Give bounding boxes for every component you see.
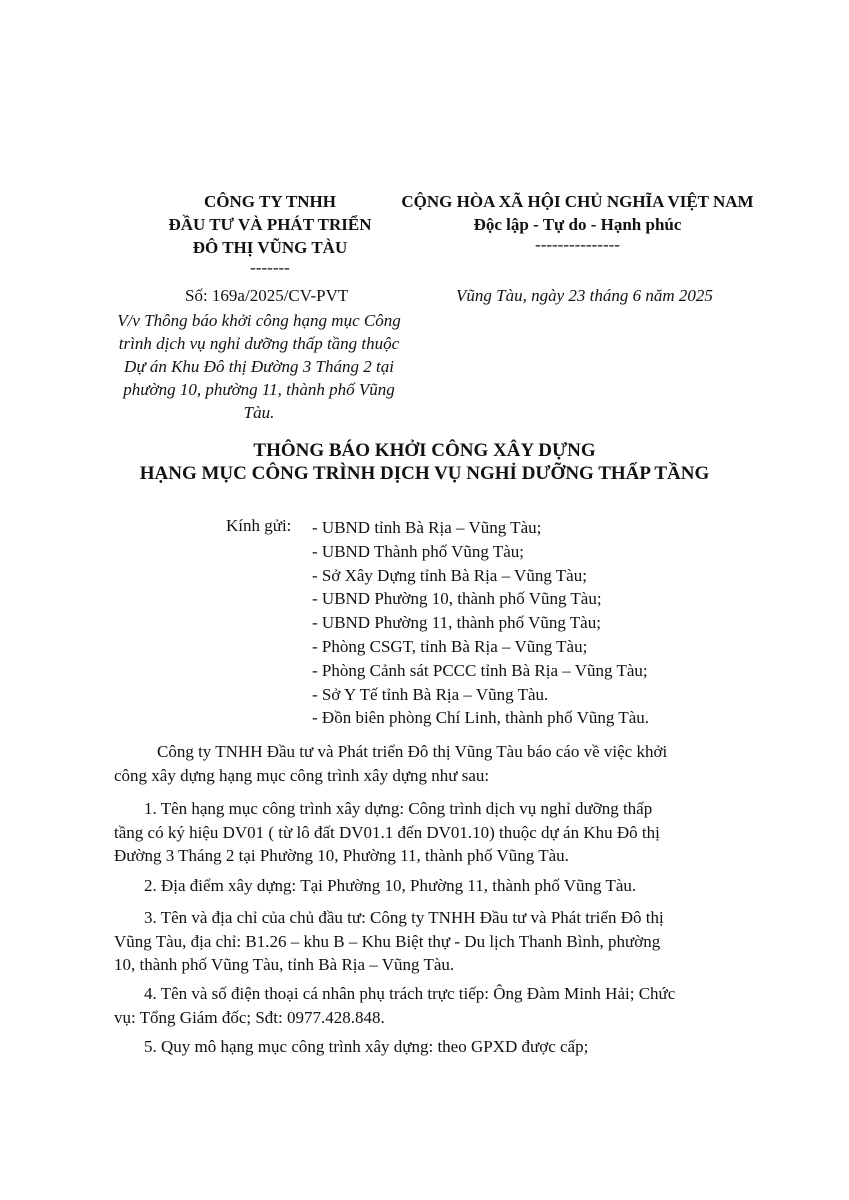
- motto-divider: ---------------: [535, 235, 620, 254]
- recipient-item: - UBND Thành phố Vũng Tàu;: [312, 541, 525, 561]
- org-name-line1: CÔNG TY TNHH: [204, 192, 336, 211]
- recipient-item: - UBND tỉnh Bà Rịa – Vũng Tàu;: [312, 518, 542, 537]
- document-subject: V/v Thông báo khởi công hạng mục Công trình dịch vụ nghỉ dưỡng thấp tầng thuộc Dự án Khu Đô thị Đường 3 Tháng 2 tại phường 10, phường 11, thành phố Vũng Tàu.: [117, 311, 401, 422]
- recipient-item: - UBND Phường 10, thành phố Vũng Tàu;: [312, 589, 602, 609]
- national-motto: Độc lập - Tự do - Hạnh phúc: [473, 215, 682, 234]
- org-name-line2: ĐẦU TƯ VÀ PHÁT TRIỂN: [168, 215, 372, 234]
- recipient-item: - Phòng Cảnh sát PCCC tỉnh Bà Rịa – Vũng Tàu;: [312, 660, 648, 680]
- item-4-paragraph: [114, 982, 754, 1029]
- item-1-paragraph: [114, 797, 754, 868]
- paragraph-line: 5. Quy mô hạng mục công trình xây dựng: theo GPXD được cấp;: [144, 1037, 589, 1056]
- intro-paragraph: [114, 740, 754, 787]
- paragraph-line: Công ty TNHH Đầu tư và Phát triển Đô thị Vũng Tàu báo cáo về việc khởi: [157, 742, 668, 761]
- paragraph-line: 10, thành phố Vũng Tàu, tỉnh Bà Rịa – Vũng Tàu.: [114, 955, 455, 974]
- document-title-line1: THÔNG BÁO KHỞI CÔNG XÂY DỰNG: [253, 440, 596, 461]
- recipient-item: - Sở Xây Dựng tỉnh Bà Rịa – Vũng Tàu;: [312, 565, 587, 585]
- paragraph-line: 4. Tên và số điện thoại cá nhân phụ trách trực tiếp: Ông Đàm Minh Hải; Chức: [144, 984, 676, 1003]
- place-and-date: Vũng Tàu, ngày 23 tháng 6 năm 2025: [456, 286, 713, 305]
- paragraph-line: Đường 3 Tháng 2 tại Phường 10, Phường 11, thành phố Vũng Tàu.: [114, 846, 569, 865]
- recipients-list: [312, 516, 649, 730]
- recipient-item: - Phòng CSGT, tỉnh Bà Rịa – Vũng Tàu;: [312, 636, 588, 656]
- paragraph-line: 1. Tên hạng mục công trình xây dựng: Công trình dịch vụ nghỉ dưỡng thấp: [144, 799, 653, 818]
- org-divider: -------: [250, 258, 290, 277]
- paragraph-line: 3. Tên và địa chỉ của chủ đầu tư: Công ty TNHH Đầu tư và Phát triển Đô thị: [144, 908, 664, 927]
- item-3-paragraph: [114, 906, 754, 977]
- national-header: [395, 190, 760, 254]
- item-5-paragraph: [114, 1035, 754, 1059]
- recipients-label: Kính gửi:: [226, 516, 292, 535]
- organization-header: [140, 190, 400, 277]
- item-2-paragraph: [114, 874, 754, 898]
- paragraph-line: 2. Địa điểm xây dựng: Tại Phường 10, Phường 11, thành phố Vũng Tàu.: [144, 876, 637, 895]
- document-number: Số: 169a/2025/CV-PVT: [185, 286, 349, 305]
- recipient-item: - Sở Y Tế tỉnh Bà Rịa – Vũng Tàu.: [312, 684, 549, 704]
- paragraph-line: công xây dựng hạng mục công trình xây dựng như sau:: [114, 765, 490, 785]
- paragraph-line: vụ: Tổng Giám đốc; Sđt: 0977.428.848.: [114, 1007, 385, 1027]
- nation-name: CỘNG HÒA XÃ HỘI CHỦ NGHĨA VIỆT NAM: [401, 192, 754, 211]
- paragraph-line: tầng có ký hiệu DV01 ( từ lô đất DV01.1 đến DV01.10) thuộc dự án Khu Đô thị: [114, 822, 660, 842]
- paragraph-line: Vũng Tàu, địa chỉ: B1.26 – khu B – Khu Biệt thự - Du lịch Thanh Bình, phường: [114, 931, 661, 951]
- document-title-line2: HẠNG MỤC CÔNG TRÌNH DỊCH VỤ NGHỈ DƯỠNG THẤP TẦNG: [139, 463, 710, 484]
- org-name-line3: ĐÔ THỊ VŨNG TÀU: [192, 238, 348, 257]
- recipient-item: - Đồn biên phòng Chí Linh, thành phố Vũng Tàu.: [312, 708, 649, 728]
- recipient-item: - UBND Phường 11, thành phố Vũng Tàu;: [312, 613, 601, 633]
